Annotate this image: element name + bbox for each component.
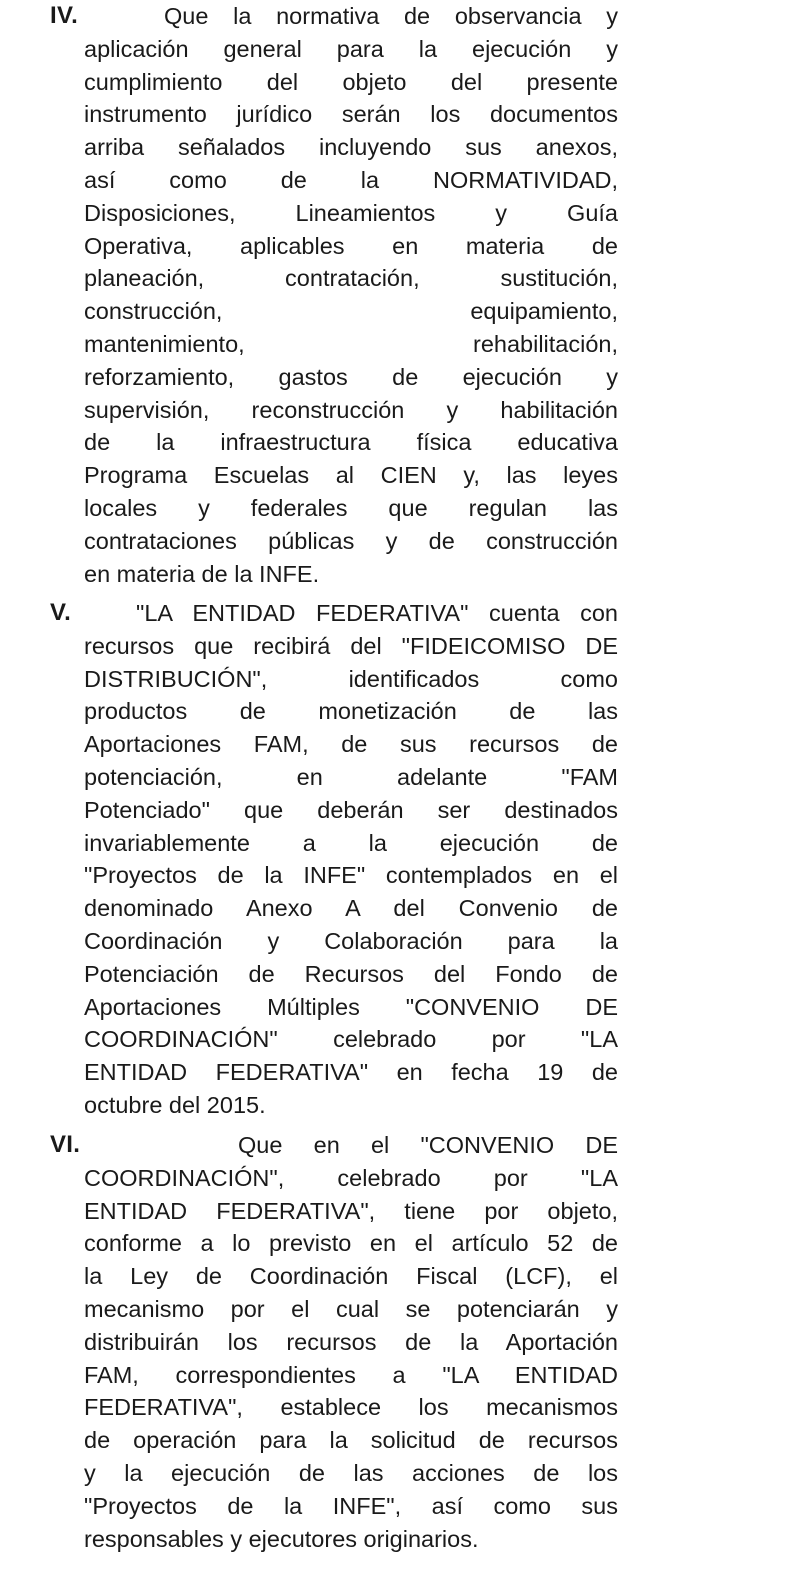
- clause-line: contrataciones públicas y de construcción: [84, 527, 618, 554]
- clause-line: aplicación general para la ejecución y: [84, 35, 618, 62]
- clause-line: mecanismo por el cual se potenciarán y: [84, 1295, 618, 1322]
- clause-line: potenciación, en adelante "FAM: [84, 763, 618, 790]
- clause-line: denominado Anexo A del Convenio de: [84, 895, 618, 922]
- clause-line: COORDINACIÓN", celebrado por "LA: [84, 1164, 618, 1191]
- clause-line: productos de monetización de las: [84, 698, 618, 725]
- clause-line: Programa Escuelas al CIEN y, las leyes: [84, 462, 618, 489]
- clause-numeral: VI.: [50, 1131, 81, 1158]
- clause-line: reforzamiento, gastos de ejecución y: [84, 363, 618, 390]
- clause-line: supervisión, reconstrucción y habilitación: [84, 396, 618, 423]
- clause-line: "LA ENTIDAD FEDERATIVA" cuenta con: [136, 600, 618, 626]
- clause-line: Operativa, aplicables en materia de: [84, 232, 618, 259]
- clause-line: Disposiciones, Lineamientos y Guía: [84, 199, 618, 226]
- clause-line: conforme a lo previsto en el artículo 52 de: [84, 1230, 618, 1257]
- clause-text: [84, 1129, 618, 1555]
- clause-line: locales y federales que regulan las: [84, 494, 618, 521]
- clause-line: mantenimiento, rehabilitación,: [84, 330, 618, 357]
- clause-line: instrumento jurídico serán los documentos: [84, 101, 618, 128]
- clause-line: construcción, equipamiento,: [84, 298, 618, 325]
- clause-text: [84, 597, 618, 1122]
- clause-line: responsables y ejecutores originarios.: [84, 1525, 479, 1552]
- clause-text: [84, 0, 618, 590]
- clause-line: distribuirán los recursos de la Aportación: [84, 1328, 618, 1355]
- clause-line: planeación, contratación, sustitución,: [84, 265, 618, 292]
- clause-numeral: IV.: [50, 2, 79, 29]
- clause-line: la Ley de Coordinación Fiscal (LCF), el: [84, 1263, 618, 1290]
- clause-line: así como de la NORMATIVIDAD,: [84, 166, 618, 193]
- clause-line: FEDERATIVA", establece los mecanismos: [84, 1394, 618, 1421]
- clause-line: Potenciado" que deberán ser destinados: [84, 796, 618, 823]
- clause-line: Que en el "CONVENIO DE: [238, 1132, 618, 1158]
- clause-line: FAM, correspondientes a "LA ENTIDAD: [84, 1361, 618, 1388]
- clause-line: Aportaciones Múltiples "CONVENIO DE: [84, 993, 618, 1020]
- clause-line: de la infraestructura física educativa: [84, 429, 618, 456]
- clause-line: Coordinación y Colaboración para la: [84, 927, 618, 954]
- clause-line: octubre del 2015.: [84, 1091, 266, 1118]
- clause-numeral: V.: [50, 599, 72, 626]
- clause-line: y la ejecución de las acciones de los: [84, 1459, 618, 1486]
- clause-line: "Proyectos de la INFE", así como sus: [84, 1492, 618, 1519]
- clause-line: DISTRIBUCIÓN", identificados como: [84, 665, 618, 692]
- clause-line: Potenciación de Recursos del Fondo de: [84, 960, 618, 987]
- clause-line: cumplimiento del objeto del presente: [84, 68, 618, 95]
- clause-line: arriba señalados incluyendo sus anexos,: [84, 134, 618, 161]
- clause-line: Aportaciones FAM, de sus recursos de: [84, 731, 618, 758]
- clause-line: ENTIDAD FEDERATIVA" en fecha 19 de: [84, 1059, 618, 1086]
- clause-line: COORDINACIÓN" celebrado por "LA: [84, 1026, 618, 1053]
- clause-line: de operación para la solicitud de recursos: [84, 1427, 618, 1454]
- clause-line: invariablemente a la ejecución de: [84, 829, 618, 856]
- clause-line: "Proyectos de la INFE" contemplados en el: [84, 862, 618, 889]
- clause-line: recursos que recibirá del "FIDEICOMISO DE: [84, 632, 618, 659]
- clause-line: en materia de la INFE.: [84, 560, 320, 587]
- clause-line: ENTIDAD FEDERATIVA", tiene por objeto,: [84, 1197, 618, 1224]
- clause-line: Que la normativa de observancia y: [164, 3, 618, 29]
